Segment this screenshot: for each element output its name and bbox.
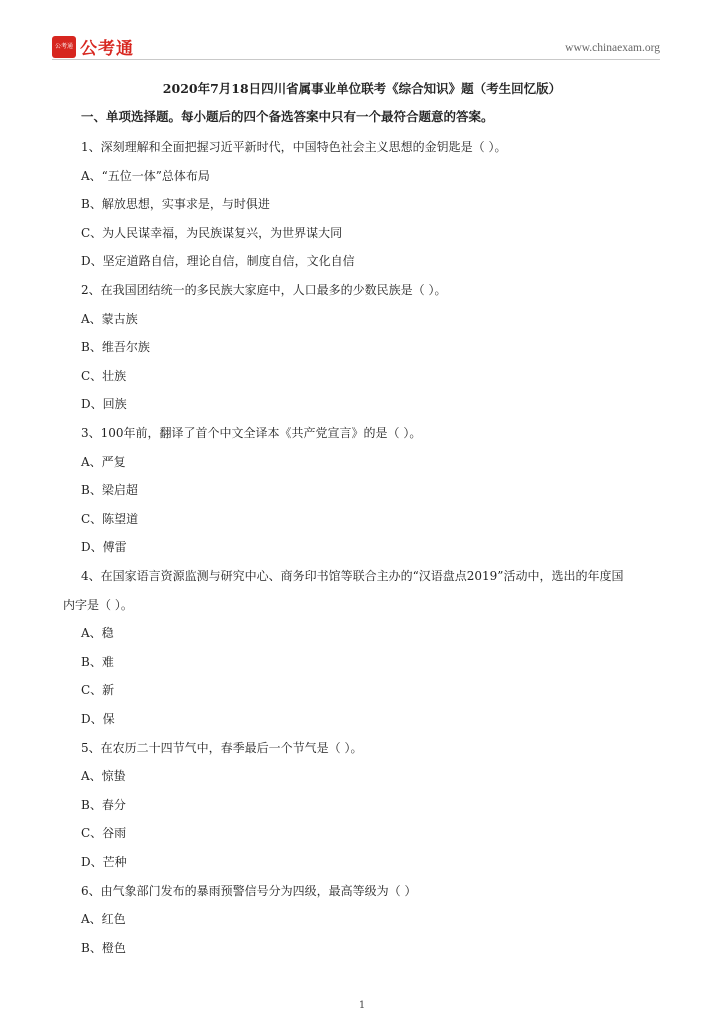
section-title: 一、单项选择题。每小题后的四个备选答案中只有一个最符合题意的答案。 — [81, 109, 494, 124]
answer-option: C、新 — [81, 683, 115, 697]
page-header — [52, 34, 660, 58]
answer-option: D、回族 — [81, 397, 127, 411]
logo — [52, 34, 134, 59]
answer-option: A、惊蛰 — [81, 769, 126, 783]
answer-option: C、谷雨 — [81, 826, 127, 840]
question-text: 2、在我国团结统一的多民族大家庭中，人口最多的少数民族是（ ）。 — [81, 283, 447, 297]
answer-option: B、春分 — [81, 798, 126, 812]
answer-option: B、梁启超 — [81, 483, 138, 497]
page-number: 1 — [358, 1000, 366, 1011]
answer-option: B、橙色 — [81, 941, 126, 955]
answer-option: D、芒种 — [81, 855, 127, 869]
answer-option: A、“五位一体”总体布局 — [81, 169, 210, 183]
answer-option: C、壮族 — [81, 369, 127, 383]
logo-icon: 公考通 — [52, 36, 76, 58]
answer-option: A、严复 — [81, 455, 126, 469]
site-url[interactable]: www.chinaexam.org — [565, 42, 660, 54]
question-text: 1、深刻理解和全面把握习近平新时代，中国特色社会主义思想的金钥匙是（ ）。 — [81, 140, 507, 154]
answer-option: B、难 — [81, 655, 114, 669]
answer-option: D、保 — [81, 712, 115, 726]
question-text: 3、100年前，翻译了首个中文全译本《共产党宣言》的是（ ）。 — [81, 426, 422, 440]
answer-option: C、为人民谋幸福，为民族谋复兴，为世界谋大同 — [81, 226, 343, 240]
logo-text: 公考通 — [80, 39, 134, 59]
question-text: 5、在农历二十四节气中，春季最后一个节气是（ ）。 — [81, 741, 363, 755]
answer-option: B、解放思想，实事求是，与时俱进 — [81, 197, 270, 211]
question-text: 内字是（ ）。 — [63, 598, 133, 612]
answer-option: A、红色 — [81, 912, 126, 926]
answer-option: C、陈望道 — [81, 512, 139, 526]
answer-option: A、蒙古族 — [81, 312, 138, 326]
document-title: 2020年7月18日四川省属事业单位联考《综合知识》题（考生回忆版） — [162, 81, 562, 96]
answer-option: A、稳 — [81, 626, 114, 640]
answer-option: B、维吾尔族 — [81, 340, 150, 354]
question-text: 6、由气象部门发布的暴雨预警信号分为四级，最高等级为（ ） — [81, 884, 417, 898]
header-divider — [52, 59, 660, 60]
question-text: 4、在国家语言资源监测与研究中心、商务印书馆等联合主办的“汉语盘点2019”活动中，选出的年度国 — [81, 569, 624, 583]
answer-option: D、坚定道路自信，理论自信，制度自信，文化自信 — [81, 254, 355, 268]
answer-option: D、傅雷 — [81, 540, 127, 554]
